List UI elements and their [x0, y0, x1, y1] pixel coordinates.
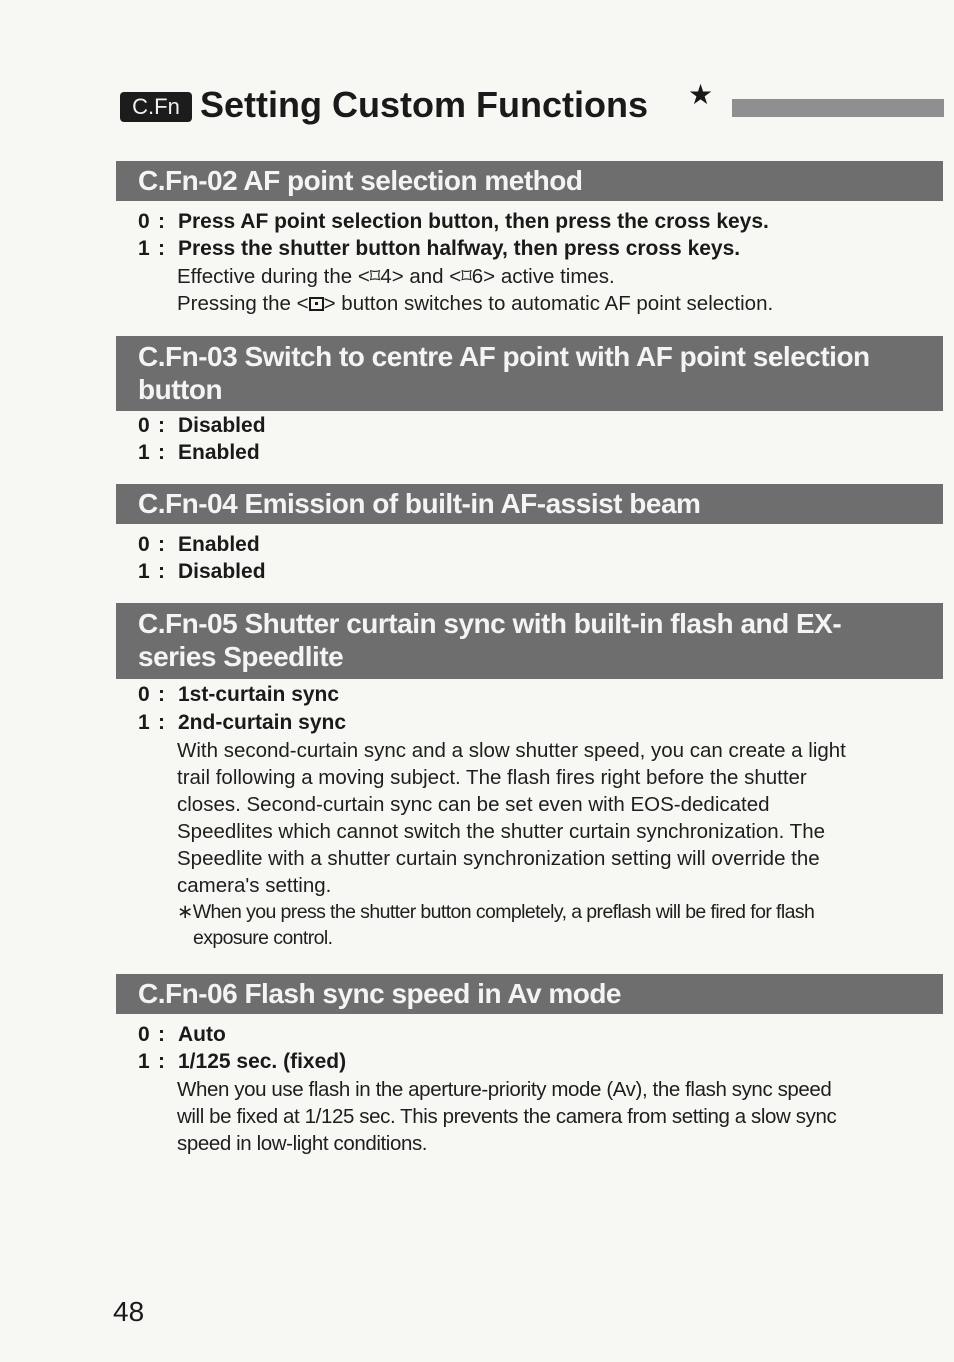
description-line: trail following a moving subject. The flash fires right before the shutter [177, 766, 807, 789]
section-header-cfn-02 [116, 161, 943, 201]
section-header-text: C.Fn-02 AF point selection method [138, 165, 583, 196]
star-icon: ★ [688, 79, 714, 110]
description-line: camera's setting. [177, 874, 332, 897]
section-header-text: series Speedlite [138, 641, 344, 672]
option-1: 1 : Press the shutter button halfway, then press cross keys. [138, 237, 741, 260]
option-label: Enabled [178, 441, 260, 464]
description-line: Pressing the < > button switches to automatic AF point selection. [177, 292, 774, 315]
section-header-text: button [138, 374, 223, 405]
page-title-row [120, 80, 944, 130]
description-line: Effective during the <⌑4> and <⌑6> active times. [177, 265, 615, 288]
page-number: 48 [113, 1296, 145, 1327]
option-1: 1 : Disabled [138, 560, 266, 583]
option-number: 0 [138, 414, 150, 437]
description-line: will be fixed at 1/125 sec. This prevents the camera from setting a slow sync [177, 1105, 837, 1128]
description-line: Speedlite with a shutter curtain synchronization setting will override the [177, 847, 820, 870]
option-number: 1 [138, 560, 150, 583]
option-number: 0 [138, 533, 150, 556]
description-line: When you use flash in the aperture-priority mode (Av), the flash sync speed [177, 1078, 832, 1101]
cfn-badge: C.Fn [120, 92, 192, 122]
option-1: 1 : 1/125 sec. (fixed) [138, 1050, 347, 1073]
section-header-cfn-03 [116, 336, 943, 411]
option-label: Enabled [178, 533, 260, 556]
description-line: Speedlites which cannot switch the shutter curtain synchronization. The [177, 820, 826, 843]
title-rule-bar [732, 99, 944, 117]
af-point-selection-icon [309, 297, 324, 311]
footnote-line: ∗When you press the shutter button completely, a preflash will be fired for flash [177, 901, 815, 923]
section-header-cfn-06 [116, 974, 943, 1014]
option-label: 1st-curtain sync [178, 683, 340, 706]
section-header-cfn-04 [116, 484, 943, 524]
section-header-text: C.Fn-05 Shutter curtain sync with built-in flash and EX- [138, 608, 842, 639]
option-0: 0 : Disabled [138, 414, 266, 437]
option-label: Press the shutter button halfway, then press cross keys. [178, 237, 741, 260]
option-number: 1 [138, 441, 150, 464]
option-number: 0 [138, 1023, 150, 1046]
option-0: 0 : Auto [138, 1023, 226, 1046]
option-number: 0 [138, 683, 150, 706]
section-header-text: C.Fn-03 Switch to centre AF point with AF point selection [138, 341, 870, 372]
option-0: 0 : 1st-curtain sync [138, 683, 340, 706]
page-title: Setting Custom Functions [200, 84, 648, 125]
option-0: 0 : Press AF point selection button, then press the cross keys. [138, 210, 769, 233]
option-1: 1 : Enabled [138, 441, 260, 464]
option-label: Auto [178, 1023, 226, 1046]
option-number: 0 [138, 210, 150, 233]
option-number: 1 [138, 1050, 150, 1073]
footnote-line: exposure control. [193, 927, 333, 949]
option-label: Disabled [178, 414, 266, 437]
option-1: 1 : 2nd-curtain sync [138, 711, 347, 734]
section-header-cfn-05 [116, 603, 943, 679]
description-line: With second-curtain sync and a slow shutter speed, you can create a light [177, 739, 846, 762]
option-label: 1/125 sec. (fixed) [178, 1050, 347, 1073]
option-label: 2nd-curtain sync [178, 711, 347, 734]
section-header-text: C.Fn-04 Emission of built-in AF-assist beam [138, 488, 701, 519]
description-line: closes. Second-curtain sync can be set even with EOS-dedicated [177, 793, 770, 816]
option-description [177, 1076, 836, 1157]
option-number: 1 [138, 237, 150, 260]
option-0: 0 : Enabled [138, 533, 260, 556]
option-label: Disabled [178, 560, 266, 583]
option-description [177, 263, 773, 317]
footnote [177, 899, 814, 951]
option-label: Press AF point selection button, then press the cross keys. [178, 210, 769, 233]
option-description [177, 737, 846, 899]
option-number: 1 [138, 711, 150, 734]
section-header-text: C.Fn-06 Flash sync speed in Av mode [138, 978, 621, 1009]
description-line: speed in low-light conditions. [177, 1132, 428, 1155]
